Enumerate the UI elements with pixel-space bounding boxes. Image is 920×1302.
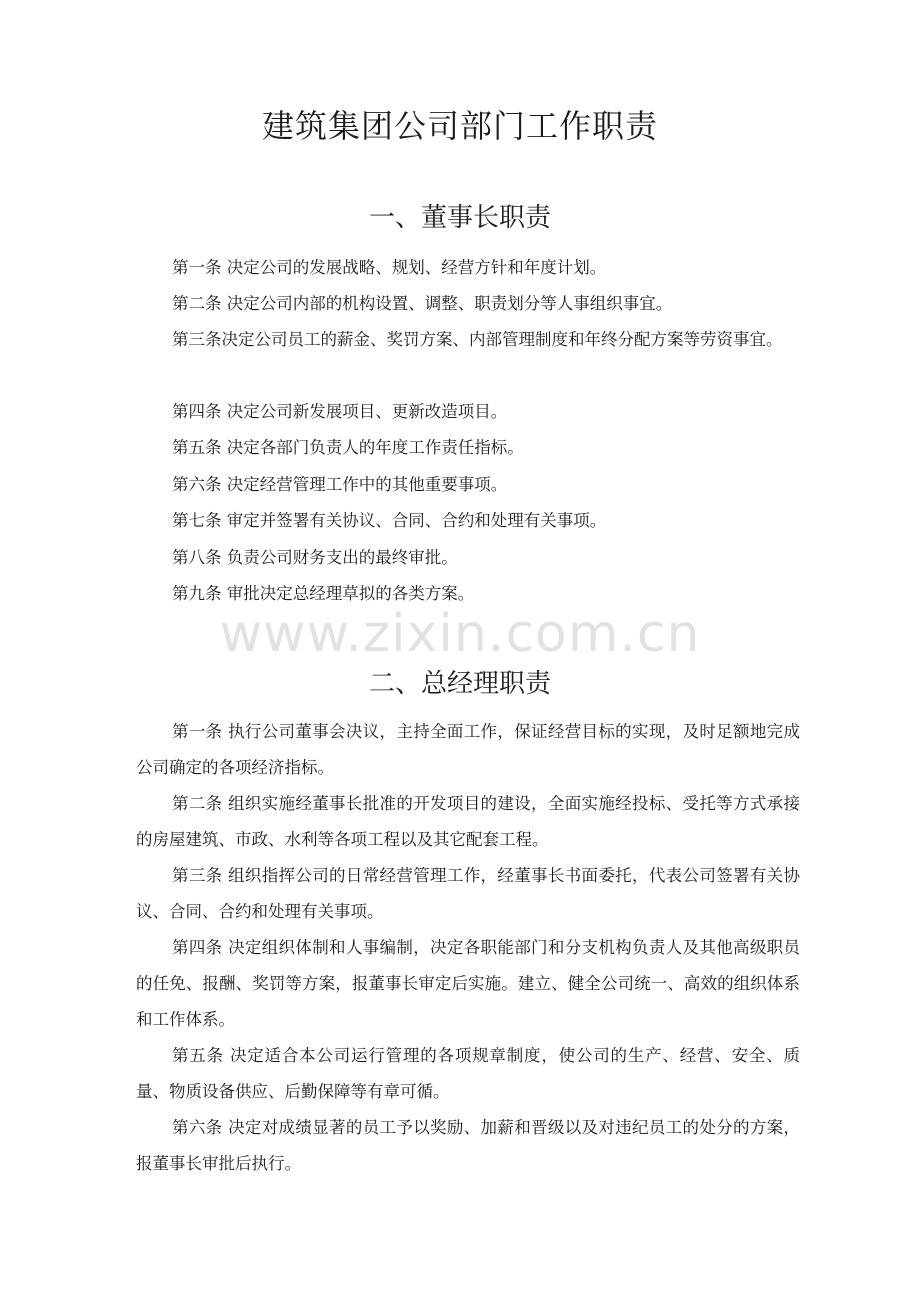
paragraph: 第一条 执行公司董事会决议，主持全面工作，保证经营目标的实现，及时足额地完成公司确定的各项经济指标。 <box>136 722 800 777</box>
paragraph: 第四条 决定公司新发展项目、更新改造项目。 <box>172 402 508 421</box>
watermark-text: www.zixin.com.cn <box>219 604 701 664</box>
document-title: 建筑集团公司部门工作职责 <box>261 107 658 145</box>
paragraph: 第三条 组织指挥公司的日常经营管理工作，经董事长书面委托，代表公司签署有关协议、合同、合约和处理有关事项。 <box>136 866 800 921</box>
paragraph: 第六条 决定对成绩显著的员工予以奖励、加薪和晋级以及对违纪员工的处分的方案，报董事长审批后执行。 <box>136 1118 800 1173</box>
paragraph: 第二条 组织实施经董事长批准的开发项目的建设，全面实施经投标、受托等方式承接的房屋建筑、市政、水利等各项工程以及其它配套工程。 <box>136 794 800 849</box>
paragraph: 第一条 决定公司的发展战略、规划、经营方针和年度计划。 <box>172 258 607 277</box>
section-heading-chairman: 一、董事长职责 <box>368 203 551 233</box>
paragraph: 第二条 决定公司内部的机构设置、调整、职责划分等人事组织事宜。 <box>172 294 673 313</box>
paragraph: 第六条 决定经营管理工作中的其他重要事项。 <box>172 475 508 494</box>
paragraph: 第五条 决定各部门负责人的年度工作责任指标。 <box>172 438 524 457</box>
paragraph: 第四条 决定组织体制和人事编制，决定各职能部门和分支机构负责人及其他高级职员的任免、报酬、奖罚等方案，报董事长审定后实施。建立、健全公司统一、高效的组织体系和工作体系。 <box>136 938 800 1029</box>
paragraph: 第五条 决定适合本公司运行管理的各项规章制度，使公司的生产、经营、安全、质量、物质设备供应、后勤保障等有章可循。 <box>136 1046 800 1101</box>
paragraph: 第九条 审批决定总经理草拟的各类方案。 <box>172 584 475 603</box>
paragraph: 第三条决定公司员工的薪金、奖罚方案、内部管理制度和年终分配方案等劳资事宜。 <box>172 330 783 349</box>
paragraph: 第七条 审定并签署有关协议、合同、合约和处理有关事项。 <box>172 511 607 530</box>
section-heading-general-manager: 二、总经理职责 <box>368 669 551 699</box>
paragraph: 第八条 负责公司财务支出的最终审批。 <box>172 548 458 567</box>
